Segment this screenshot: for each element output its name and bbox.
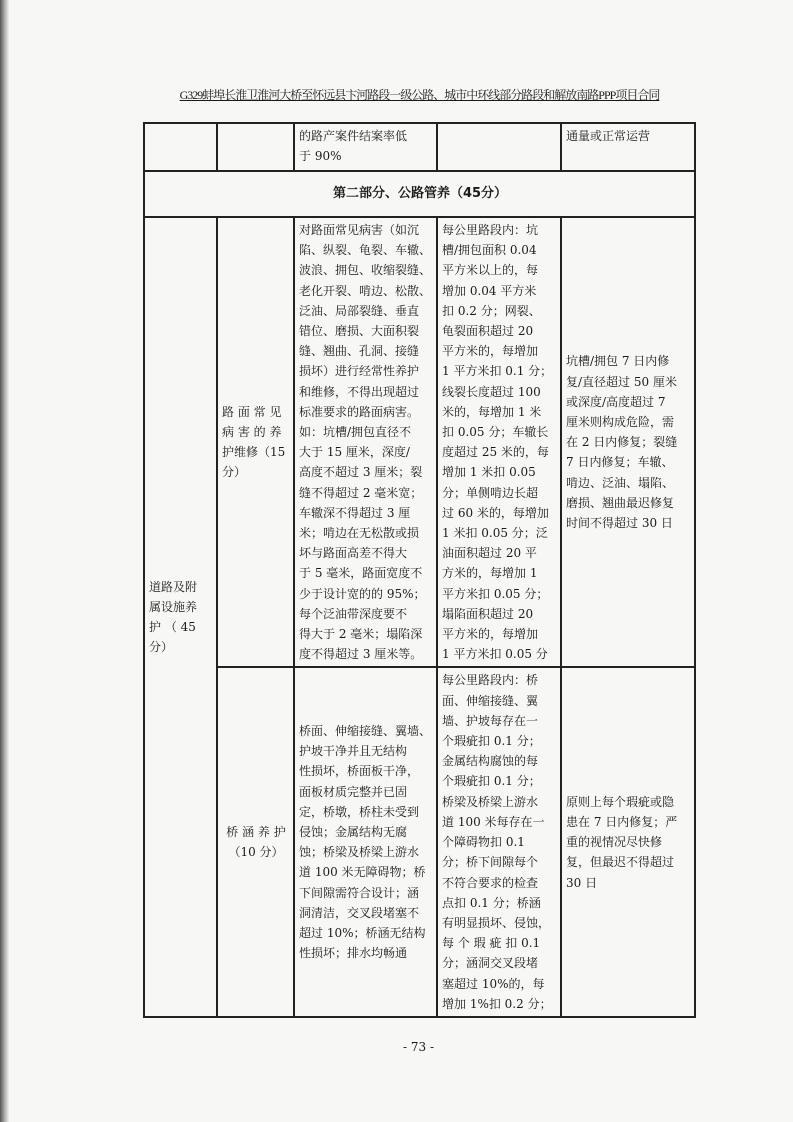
table-row (144, 217, 695, 667)
page-number: - 73 - (402, 1039, 434, 1054)
table-row-continued (144, 123, 695, 171)
cell-standard: 的路产案件结案率低 于 90% (294, 123, 437, 171)
cell-empty (144, 123, 217, 171)
cell-empty (437, 123, 561, 171)
cell-category: 道路及附 属设施养 护 （ 45 分） (144, 217, 217, 1017)
cell-remark: 通量或正常运营 (561, 123, 695, 171)
table-row (144, 667, 695, 1016)
assessment-table (143, 122, 696, 1018)
cell-standard: 桥面、伸缩接缝、翼墙、 护坡干净并且无结构 性损坏，桥面板干净， 面板材质完整并已固 定，桥墩，桥柱未受到 侵蚀；金属结构无腐 蚀；桥梁及桥梁上游水 道 100 米无障碍物；桥 下间隙需符合设计；涵 洞清洁，交叉段堵塞不 超过 10%；桥涵无结构 性损坏；排水均畅通 (294, 667, 437, 1016)
cell-deduction: 每公里路段内：坑 槽/拥包面积 0.04 平方米以上的，每 增加 0.04 平方米 扣 0.2 分；网裂、 龟裂面积超过 20 平方米的，每增加 1 平方米扣 0.1 分； 线裂长度超过 100 米的，每增加 1 米 扣 0.05 分；车辙长 度超过 25 米的，每 增加 1 米扣 0.05 分；单侧啃边长超 过 60 米的，每增加 1 米扣 0.05 分；泛 油面积超过 20 平 方米的，每增加 1 平方米扣 0.05 分； 塌陷面积超过 20 平方米的，每增加 1 平方米扣 0.05 分 (437, 217, 561, 667)
cell-item-name: 路 面 常 见 病 害 的 养 护维修（15 分） (217, 217, 294, 667)
section-title: 第二部分、公路管养（45分） (144, 171, 695, 217)
cell-deduction: 每公里路段内：桥 面、伸缩接缝、翼 墙、护坡每存在一 个瑕疵扣 0.1 分； 金属结构腐蚀的每 个瑕疵扣 0.1 分； 桥梁及桥梁上游水 道 100 米每存在一 个障碍物扣 0.1 分；桥下间隙每个 不符合要求的检查 点扣 0.1 分；桥涵 有明显损坏、侵蚀， 每 个 瑕 疵 扣 0.1 分；涵洞交叉段堵 塞超过 10%的，每 增加 1%扣 0.2 分； (437, 667, 561, 1016)
running-header: G329蚌埠长淮卫淮河大桥至怀远县卞河路段一级公路、城市中环线部分路段和解放南路PPP项目合同 (179, 88, 660, 102)
section-row (144, 171, 695, 217)
cell-remark: 原则上每个瑕疵或隐 患在 7 日内修复；严 重的视情况尽快修 复，但最迟不得超过 30 日 (561, 667, 695, 1016)
cell-standard: 对路面常见病害（如沉 陷、纵裂、龟裂、车辙、 波浪、拥包、收缩裂缝、 老化开裂、啃边、松散、 泛油、局部裂缝、垂直 错位、磨损、大面积裂 缝、翘曲、孔洞、接缝 损坏）进行经常性养护 和维修，不得出现超过 标准要求的路面病害。 如：坑槽/拥包直径不 大于 15 厘米，深度/ 高度不超过 3 厘米；裂 缝不得超过 2 毫米宽； 车辙深不得超过 3 厘 米；啃边在无松散或损 坏与路面高差不得大 于 5 毫米，路面宽度不 少于设计宽的的 95%； 每个泛油带深度要不 得大于 2 毫米；塌陷深 度不得超过 3 厘米等。 (294, 217, 437, 667)
cell-item-name: 桥 涵 养 护 （10 分） (217, 667, 294, 1016)
page-content (143, 122, 694, 1054)
cell-remark: 坑槽/拥包 7 日内修 复/直径超过 50 厘米 或深度/高度超过 7 厘米则构成危险，需 在 2 日内修复；裂缝 7 日内修复；车辙、 啃边、泛油、塌陷、 磨损、翘曲最迟修复 时间不得超过 30 日 (561, 217, 695, 667)
scan-edge-shadow (0, 0, 9, 1122)
cell-empty (217, 123, 294, 171)
